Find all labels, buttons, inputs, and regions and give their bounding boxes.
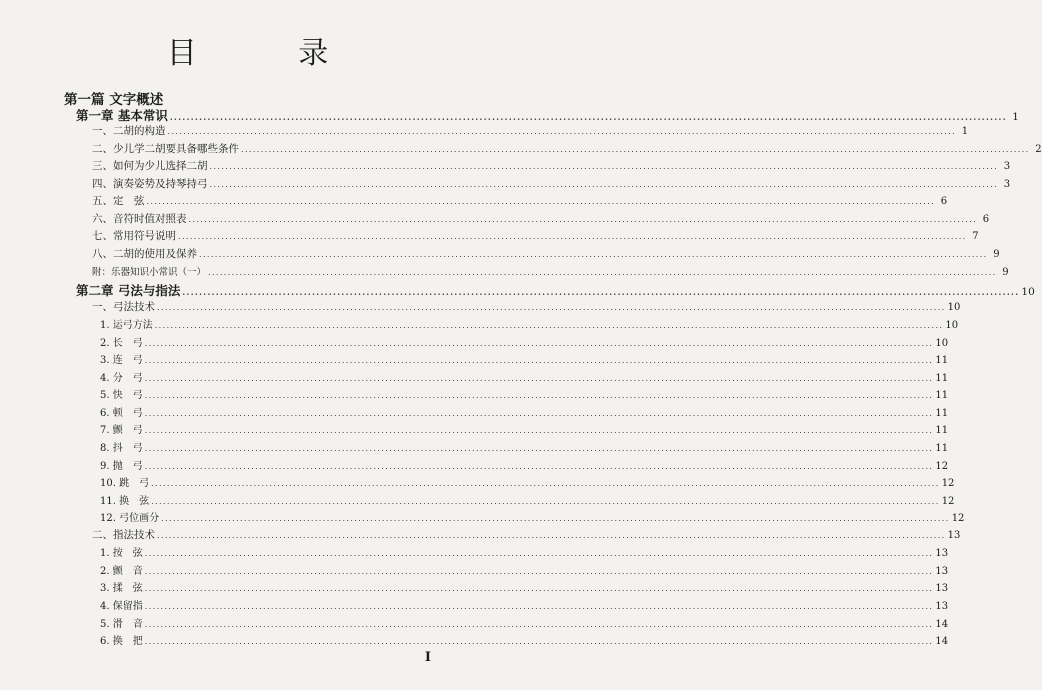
toc-page-number: 10 xyxy=(935,337,949,349)
toc-entry-item xyxy=(100,597,949,612)
toc-entry-chapter xyxy=(76,106,1019,124)
toc-leader-dots: ........................................................................................................................................................................................................ xyxy=(144,619,934,629)
toc-leader-dots: ........................................................................................................................................................................................................ xyxy=(188,214,978,224)
toc-leader-dots: ........................................................................................................................................................................................................ xyxy=(144,584,934,594)
toc-entry-label: 11. 换 弦 xyxy=(100,495,150,507)
toc-entry-label: 八、二胡的使用及保养 xyxy=(92,247,197,260)
toc-entry-item xyxy=(100,386,949,402)
toc-leader-dots: ........................................................................................................................................................................................................ xyxy=(157,530,946,540)
toc-entry-section xyxy=(92,228,979,243)
toc-entry-label: 5. 快 弓 xyxy=(100,390,143,402)
toc-entry-section xyxy=(92,299,961,314)
toc-page-number: 11 xyxy=(935,355,949,367)
toc-entry-label: 2. 颤 音 xyxy=(100,565,143,577)
toc-entry-label: 一、弓法技术 xyxy=(92,300,155,313)
toc-page-number: 13 xyxy=(935,565,949,577)
toc-page-number: 13 xyxy=(935,548,949,560)
toc-page-number: 11 xyxy=(935,443,949,454)
toc-leader-dots: ........................................................................................................................................................................................................ xyxy=(144,601,934,611)
toc-entry-label: 2. 长 弓 xyxy=(100,337,143,349)
toc-entry-item xyxy=(100,474,955,490)
toc-entry-section xyxy=(92,141,1042,156)
toc-leader-dots: ........................................................................................................................................................................................................ xyxy=(178,232,967,242)
toc-leader-dots: ........................................................................................................................................................................................................ xyxy=(182,287,1020,298)
toc-entry-label: 7. 颤 弓 xyxy=(100,425,143,437)
toc-page-number: 11 xyxy=(935,425,949,437)
toc-entry-label: 二、少儿学二胡要具备哪些条件 xyxy=(92,142,239,155)
toc-leader-dots: ........................................................................................................................................................................................................ xyxy=(151,496,940,506)
toc-leader-dots: ........................................................................................................................................................................................................ xyxy=(144,356,934,366)
toc-entry-section xyxy=(92,246,1000,261)
toc-page-number: 13 xyxy=(947,529,961,541)
toc-page-number: 9 xyxy=(993,248,1000,260)
toc-leader-dots: ........................................................................................................................................................................................................ xyxy=(154,321,944,331)
toc-page-number: 12 xyxy=(941,495,955,507)
toc-entry-item xyxy=(100,562,949,577)
toc-leader-dots: ........................................................................................................................................................................................................ xyxy=(144,566,934,576)
toc-page-number: 2 xyxy=(1035,143,1042,155)
toc-page-number: 1 xyxy=(961,126,969,138)
toc-page-number: 9 xyxy=(1002,266,1009,278)
toc-leader-dots: ........................................................................................................................................................................................................ xyxy=(241,144,1030,154)
toc-entry-section xyxy=(92,158,1011,173)
toc-leader-dots: ........................................................................................................................................................................................................ xyxy=(144,637,934,647)
page-folio: I xyxy=(424,650,431,665)
toc-page-number: 12 xyxy=(941,478,955,490)
toc-page-number: 12 xyxy=(951,513,965,525)
toc-page-number: 13 xyxy=(935,583,949,595)
toc-leader-dots: ........................................................................................................................................................................................................ xyxy=(199,249,988,259)
toc-page-number: 13 xyxy=(935,600,949,612)
toc-entry-item xyxy=(100,457,949,472)
toc-entry-label: 1. 运弓方法 xyxy=(100,320,153,332)
toc-entry-label: 3. 连 弓 xyxy=(100,355,143,367)
toc-leader-dots: ........................................................................................................................................................................................................ xyxy=(157,302,946,312)
toc-entry-item xyxy=(100,369,949,384)
toc-entry-item xyxy=(100,439,949,454)
toc-leader-dots: ........................................................................................................................................................................................................ xyxy=(208,267,997,277)
toc-entry-label: 6. 换 把 xyxy=(100,636,143,648)
toc-entry-label: 二、指法技术 xyxy=(92,528,155,541)
toc-leader-dots: ........................................................................................................................................................................................................ xyxy=(209,162,999,172)
toc-page-number: 1 xyxy=(1012,110,1019,123)
toc-leader-dots: ........................................................................................................................................................................................................ xyxy=(144,461,934,471)
toc-entry-label: 四、演奏姿势及持琴持弓 xyxy=(92,177,208,190)
toc-entry-label: 10. 跳 弓 xyxy=(100,478,150,490)
toc-entry-label: 8. 抖 弓 xyxy=(100,443,143,454)
toc-entry-item xyxy=(100,334,949,349)
toc-page-number: 11 xyxy=(935,390,949,402)
toc-entry-label: 第一章 基本常识 xyxy=(76,107,168,123)
toc-page-number: 14 xyxy=(935,636,949,648)
toc-entry-item xyxy=(100,544,949,560)
toc-leader-dots: ........................................................................................................................................................................................................ xyxy=(161,514,950,524)
toc-leader-dots: ........................................................................................................................................................................................................ xyxy=(144,338,934,348)
toc-page-number: 6 xyxy=(982,213,990,225)
toc-entry-item xyxy=(100,492,955,507)
toc-page-number: 10 xyxy=(1021,286,1035,299)
toc-page-number: 12 xyxy=(935,460,949,472)
toc-page-number: 14 xyxy=(935,618,949,630)
toc-entry-label: 三、如何为少儿选择二胡 xyxy=(92,160,208,173)
toc-page-number: 7 xyxy=(972,231,979,243)
toc-page-number: 11 xyxy=(935,407,949,419)
toc-entry-label: 1. 按 弦 xyxy=(100,548,143,560)
toc-leader-dots: ........................................................................................................................................................................................................ xyxy=(144,391,934,401)
toc-entry-label: 12. 弓位画分 xyxy=(100,513,160,525)
toc-entry-section xyxy=(92,123,969,138)
toc-entry-label: 第二章 弓法与指法 xyxy=(76,283,181,299)
toc-leader-dots: ........................................................................................................................................................................................................ xyxy=(144,426,934,436)
toc-entry-label: 6. 顿 弓 xyxy=(100,407,143,419)
toc-entry-item xyxy=(100,404,949,419)
toc-leader-dots: ........................................................................................................................................................................................................ xyxy=(167,127,957,137)
toc-entry-label: 六、音符时值对照表 xyxy=(92,212,187,225)
toc-entry-label: 五、定 弦 xyxy=(92,195,145,208)
toc-leader-dots: ........................................................................................................................................................................................................ xyxy=(209,179,999,189)
toc-entry-section xyxy=(92,193,948,208)
toc-entry-label: 5. 滑 音 xyxy=(100,618,143,630)
toc-entry-label: 3. 揉 弦 xyxy=(100,583,143,595)
toc-entry-item xyxy=(100,351,949,367)
toc-entry-label: 9. 抛 弓 xyxy=(100,460,143,472)
toc-entry-item xyxy=(100,421,949,437)
toc-entry-section xyxy=(92,527,961,542)
toc-page-number: 3 xyxy=(1003,178,1011,190)
toc-entry-label: 4. 保留指 xyxy=(100,600,143,612)
toc-entry-note xyxy=(92,264,1009,278)
toc-leader-dots: ........................................................................................................................................................................................................ xyxy=(151,479,940,489)
toc-page-number: 3 xyxy=(1003,161,1011,173)
toc-leader-dots: ........................................................................................................................................................................................................ xyxy=(144,373,934,383)
toc-entry-label: 第一篇 文字概述 xyxy=(64,92,164,108)
toc-leader-dots: ........................................................................................................................................................................................................ xyxy=(144,444,934,453)
toc-entry-label: 4. 分 弓 xyxy=(100,372,143,384)
toc-leader-dots: ........................................................................................................................................................................................................ xyxy=(144,408,934,418)
toc-entry-section xyxy=(92,176,1011,191)
toc-entry-item xyxy=(100,632,949,648)
toc-entry-label: 一、二胡的构造 xyxy=(92,125,166,138)
toc-leader-dots: ........................................................................................................................................................................................................ xyxy=(169,111,1007,122)
toc-entry-item xyxy=(100,615,949,630)
toc-page-number: 10 xyxy=(945,320,959,332)
toc-entry-item xyxy=(100,509,965,525)
page-title: 目 录 xyxy=(166,36,375,71)
toc-entry-item xyxy=(100,579,949,595)
toc-entry-label: 附：乐器知识小常识（一） xyxy=(92,266,207,278)
toc-entry-section xyxy=(92,211,990,226)
toc-leader-dots: ........................................................................................................................................................................................................ xyxy=(146,197,936,207)
toc-entry-label: 七、常用符号说明 xyxy=(92,230,176,243)
toc-page-number: 6 xyxy=(940,196,948,208)
toc-entry-item xyxy=(100,316,959,332)
toc-page-number: 10 xyxy=(947,301,961,313)
toc-leader-dots: ........................................................................................................................................................................................................ xyxy=(144,549,934,559)
toc-entry-chapter xyxy=(76,281,1035,299)
toc-page-number: 11 xyxy=(935,372,949,384)
